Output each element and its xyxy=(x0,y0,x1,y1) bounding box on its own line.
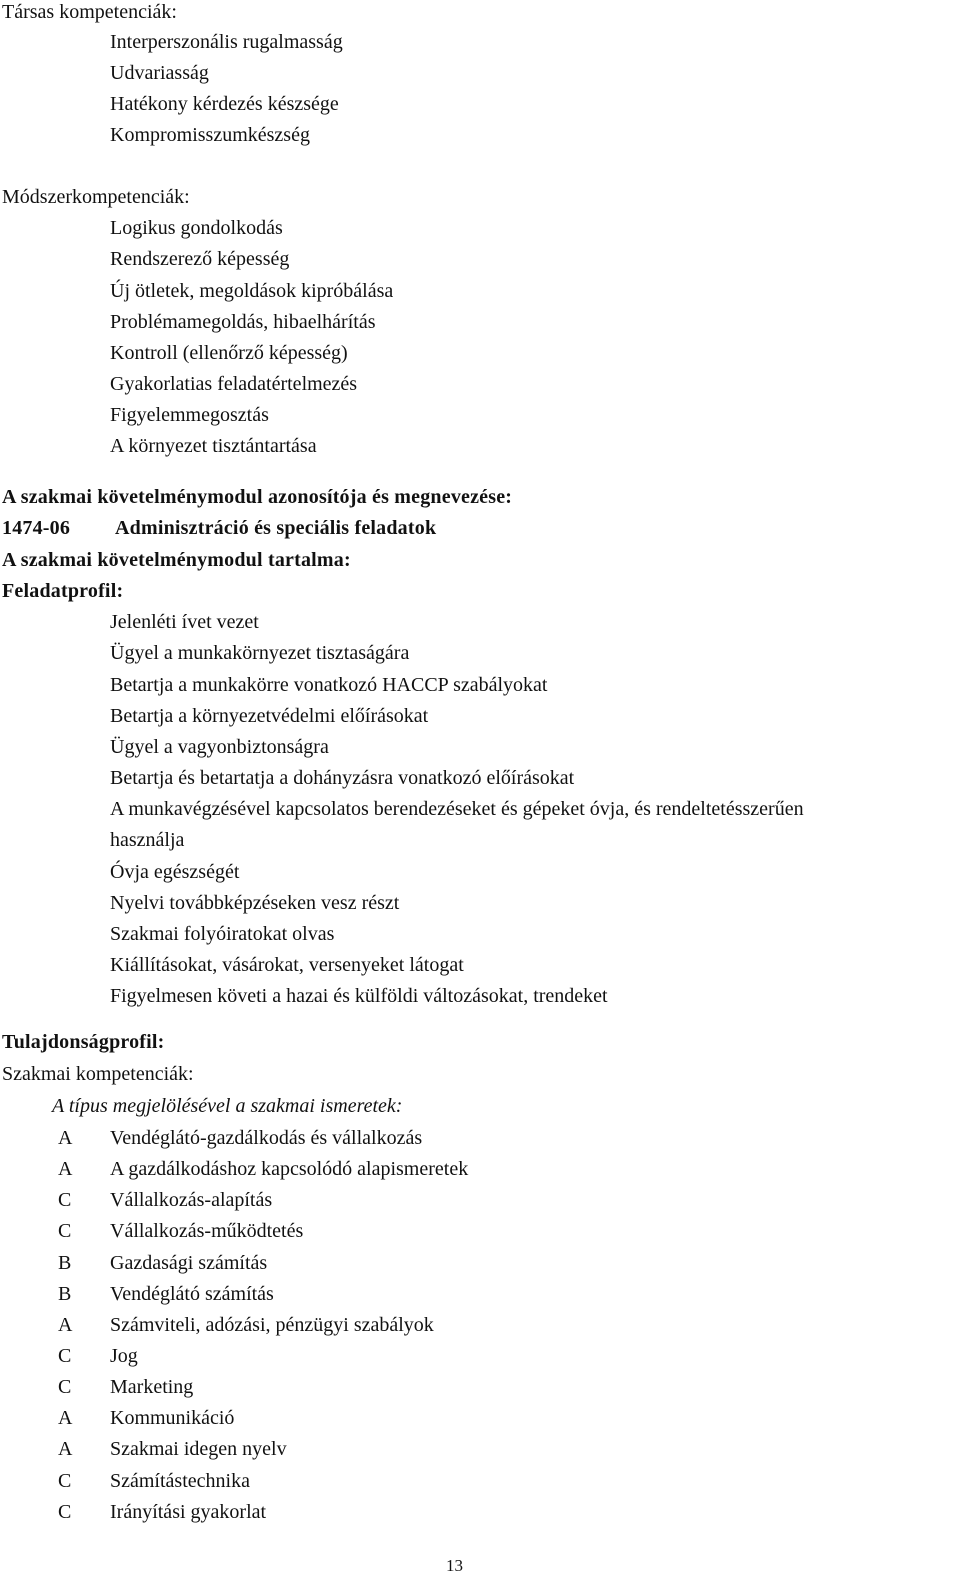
knowledge-code: C xyxy=(58,1189,72,1211)
task-item: Jelenléti ívet vezet xyxy=(110,611,259,633)
page-number: 13 xyxy=(446,1556,463,1575)
method-item: A környezet tisztántartása xyxy=(110,435,317,457)
knowledge-label: Szakmai idegen nyelv xyxy=(110,1438,287,1460)
knowledge-code: B xyxy=(58,1252,72,1274)
knowledge-code: C xyxy=(58,1470,72,1492)
type-note: A típus megjelölésével a szakmai ismeretek: xyxy=(52,1095,403,1117)
module-code: 1474-06 xyxy=(2,517,71,539)
knowledge-code: C xyxy=(58,1501,72,1523)
task-item: Betartja a környezetvédelmi előírásokat xyxy=(110,705,429,727)
social-item: Udvariasság xyxy=(110,62,209,84)
task-item: Kiállításokat, vásárokat, versenyeket látogat xyxy=(110,954,464,976)
task-item: Ügyel a vagyonbiztonságra xyxy=(110,736,329,758)
professional-competencies-heading: Szakmai kompetenciák: xyxy=(2,1063,194,1085)
method-item: Figyelemmegosztás xyxy=(110,404,269,426)
task-profile-heading: Feladatprofil: xyxy=(2,580,124,602)
module-id-heading: A szakmai követelménymodul azonosítója és megnevezése: xyxy=(2,486,513,508)
knowledge-label: Kommunikáció xyxy=(110,1407,235,1429)
method-competencies-heading: Módszerkompetenciák: xyxy=(2,186,190,208)
method-item: Gyakorlatias feladatértelmezés xyxy=(110,373,358,395)
knowledge-code: C xyxy=(58,1376,72,1398)
method-item: Logikus gondolkodás xyxy=(110,217,283,239)
social-item: Kompromisszumkészség xyxy=(110,124,310,146)
social-competencies-heading: Társas kompetenciák: xyxy=(2,1,177,23)
task-item-continuation: használja xyxy=(110,829,185,851)
method-item: Rendszerező képesség xyxy=(110,248,290,270)
task-item: Óvja egészségét xyxy=(110,861,240,883)
knowledge-code: A xyxy=(58,1314,73,1336)
knowledge-label: Jog xyxy=(110,1345,138,1367)
knowledge-label: Számítástechnika xyxy=(110,1470,250,1492)
module-content-heading: A szakmai követelménymodul tartalma: xyxy=(2,549,351,571)
knowledge-label: Vállalkozás-alapítás xyxy=(110,1189,273,1211)
knowledge-label: Vállalkozás-működtetés xyxy=(110,1220,304,1242)
knowledge-label: Vendéglátó-gazdálkodás és vállalkozás xyxy=(110,1127,423,1149)
knowledge-code: C xyxy=(58,1220,72,1242)
knowledge-label: A gazdálkodáshoz kapcsolódó alapismeretek xyxy=(110,1158,469,1180)
task-item: Figyelmesen követi a hazai és külföldi változásokat, trendeket xyxy=(110,985,608,1007)
knowledge-code: A xyxy=(58,1407,73,1429)
knowledge-code: B xyxy=(58,1283,72,1305)
task-item: Betartja a munkakörre vonatkozó HACCP szabályokat xyxy=(110,674,548,696)
task-item: Betartja és betartatja a dohányzásra vonatkozó előírásokat xyxy=(110,767,575,789)
knowledge-code: A xyxy=(58,1438,73,1460)
knowledge-label: Számviteli, adózási, pénzügyi szabályok xyxy=(110,1314,434,1336)
task-item: Ügyel a munkakörnyezet tisztaságára xyxy=(110,642,410,664)
task-item: Szakmai folyóiratokat olvas xyxy=(110,923,335,945)
task-item: A munkavégzésével kapcsolatos berendezéseket és gépeket óvja, és rendeltetésszerűen xyxy=(110,798,804,820)
knowledge-label: Gazdasági számítás xyxy=(110,1252,268,1274)
knowledge-label: Vendéglátó számítás xyxy=(110,1283,274,1305)
trait-profile-heading: Tulajdonságprofil: xyxy=(2,1031,165,1053)
social-item: Hatékony kérdezés készsége xyxy=(110,93,339,115)
method-item: Problémamegoldás, hibaelhárítás xyxy=(110,311,376,333)
method-item: Kontroll (ellenőrző képesség) xyxy=(110,342,348,364)
knowledge-code: C xyxy=(58,1345,72,1367)
knowledge-label: Marketing xyxy=(110,1376,194,1398)
social-item: Interperszonális rugalmasság xyxy=(110,31,343,53)
module-name: Adminisztráció és speciális feladatok xyxy=(115,517,437,539)
knowledge-code: A xyxy=(58,1158,73,1180)
knowledge-label: Irányítási gyakorlat xyxy=(110,1501,267,1523)
knowledge-code: A xyxy=(58,1127,73,1149)
method-item: Új ötletek, megoldások kipróbálása xyxy=(110,280,394,302)
task-item: Nyelvi továbbképzéseken vesz részt xyxy=(110,892,400,914)
